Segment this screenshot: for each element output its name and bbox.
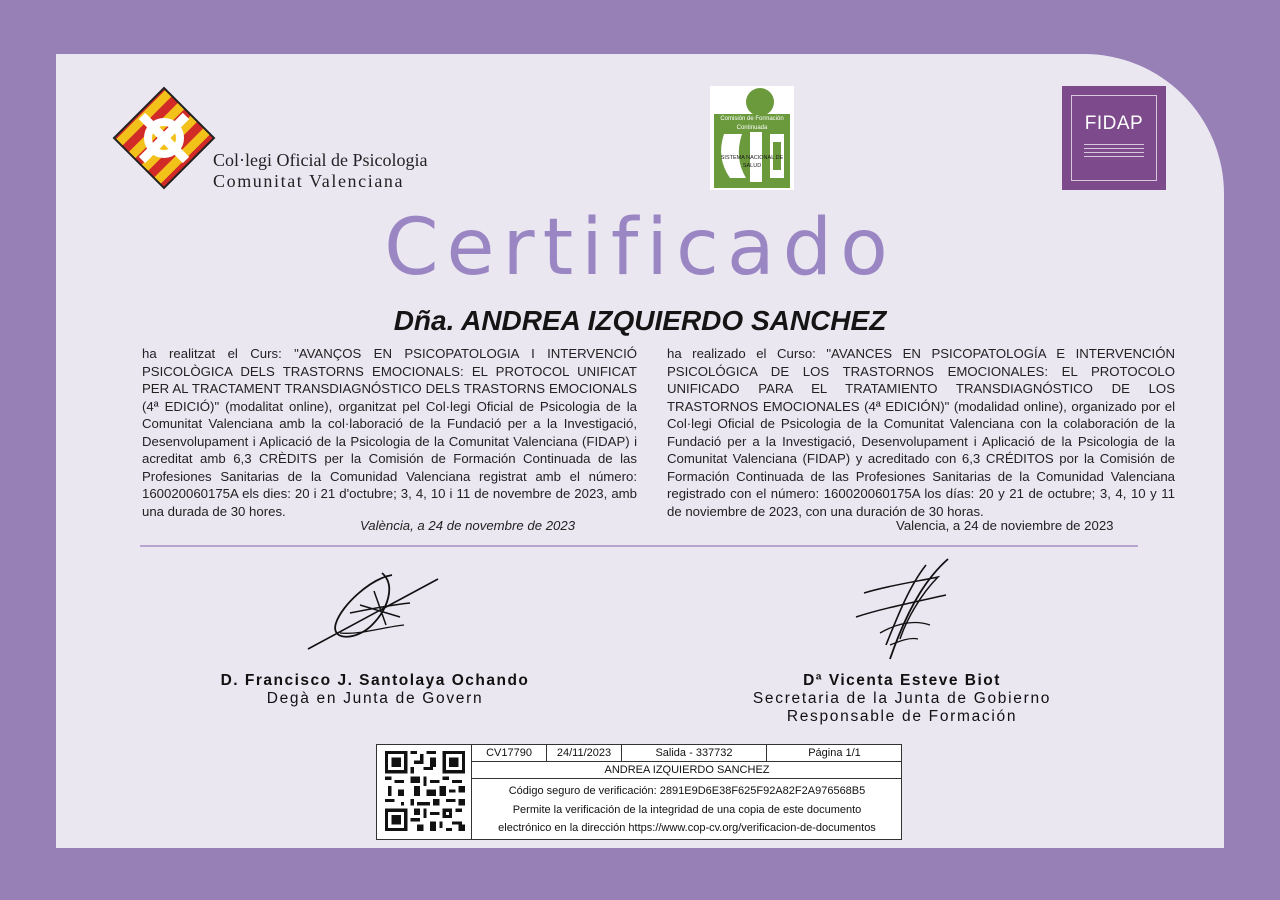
verification-table	[471, 745, 902, 839]
signer-2-role-2: Responsable de Formación	[786, 708, 1018, 725]
signer-1-name: D. Francisco J. Santolaya Ochando	[220, 672, 530, 689]
fidap-logo	[1062, 86, 1166, 190]
cfc-logo	[710, 86, 794, 190]
verification-exit: Salida - 337732	[622, 745, 767, 761]
date-valencian: València, a 24 de novembre de 2023	[360, 518, 576, 533]
divider-line	[140, 545, 1138, 547]
signature-1-icon	[300, 565, 445, 655]
fidap-subtext-lines	[1084, 144, 1144, 162]
verification-csv: Código seguro de verificación: 2891E9D6E38F625F92A82F2A976568B5	[508, 785, 866, 797]
verification-url[interactable]: electrónico en la dirección https://www.cop-cv.org/verificacion-de-documentos	[498, 822, 876, 834]
verification-note: Permite la verificación de la integridad de una copia de este documento	[512, 803, 862, 816]
verification-date: 24/11/2023	[547, 745, 622, 761]
verification-details	[472, 779, 902, 838]
signer-2	[720, 672, 1084, 726]
date-spanish: Valencia, a 24 de noviembre de 2023	[896, 518, 1114, 533]
cop-name-line1: Col·legi Oficial de Psicologia	[213, 150, 428, 170]
recipient-name: Dña. ANDREA IZQUIERDO SANCHEZ	[393, 305, 887, 336]
verification-page: Página 1/1	[808, 747, 861, 759]
cop-name-line2: Comunitat Valenciana	[213, 171, 405, 191]
verification-holder: ANDREA IZQUIERDO SANCHEZ	[472, 762, 902, 779]
fidap-border	[1071, 95, 1157, 181]
signature-2-icon	[850, 555, 960, 667]
text-valencian: ha realitzat el Curs: "AVANÇOS EN PSICOPATOLOGIA I INTERVENCIÓ PSICOLÒGICA DELS TRASTORNS EMOCIONALS: EL PROTOCOL UNIFICAT PER AL TRACTAMENT TRANSDIAGNÓSTICO DELS TRASTORNS EMOCIONALS (4ª EDICIÓ)" (modalitat online), organitzat pel Col·legi Oficial de Psicologia de la Comunitat Valenciana amb la col·laboració de la Fundació per a la Investigació, Desenvolupament i Aplicació de la Psicologia de la Comunitat Valenciana (FIDAP) i acreditat amb 6,3 CRÈDITS per la Comisión de Formación Continuada de las Profesiones Sanitarias de la Comunidad Valenciana registrat amb el número: 160020060175A els dies: 20 i 21 d'octubre; 3, 4, 10 i 11 de novembre de 2023, amb una durada de 30 hores.	[142, 346, 637, 519]
cop-emblem-icon	[112, 86, 216, 190]
verification-box	[376, 744, 902, 840]
signer-2-name: Dª Vicenta Esteve Biot	[803, 672, 1001, 689]
cfc-top-text: Comisión de Formación Continuada	[720, 116, 784, 131]
verification-code: CV17790	[472, 745, 547, 761]
certificate-title: Certificado	[384, 203, 896, 293]
cfc-emblem-icon	[710, 86, 794, 190]
cfc-bottom-text: SISTEMA NACIONAL DE SALUD	[720, 155, 784, 169]
cop-logo	[112, 86, 452, 196]
text-spanish: ha realizado el Curso: "AVANCES EN PSICOPATOLOGÍA E INTERVENCIÓN PSICOLÓGICA DE LOS TRASTORNOS EMOCIONALES: EL PROTOCOLO UNIFICADO PARA EL TRATAMIENTO TRANSDIAGNÓSTICO DE LOS TRASTORNOS EMOCIONALES (4ª EDICIÓN)" (modalidad online), organizado por el Col·legi Oficial de Psicologia de la Comunitat Valenciana con la colaboración de la Fundació per a la Investigació, Desenvolupament i Aplicació de la Psicologia de la Comunitat Valenciana (FIDAP) y acreditado con 6,3 CRÉDITOS por la Comisión de Formación Continuada de las Profesiones Sanitarias de la Comunidad Valenciana registrado con el número: 160020060175A los días: 20 y 21 de octubre; 3, 4, 10 y 11 de noviembre de 2023, con una duración de 30 horas.	[667, 346, 1175, 519]
fidap-label: FIDAP	[1084, 113, 1144, 134]
signer-1	[200, 672, 550, 708]
signer-2-role: Secretaria de la Junta de Gobierno	[752, 690, 1052, 707]
verification-header-row	[472, 745, 902, 762]
qr-code-icon[interactable]	[385, 751, 465, 831]
signer-1-role: Degà en Junta de Govern	[266, 690, 484, 707]
